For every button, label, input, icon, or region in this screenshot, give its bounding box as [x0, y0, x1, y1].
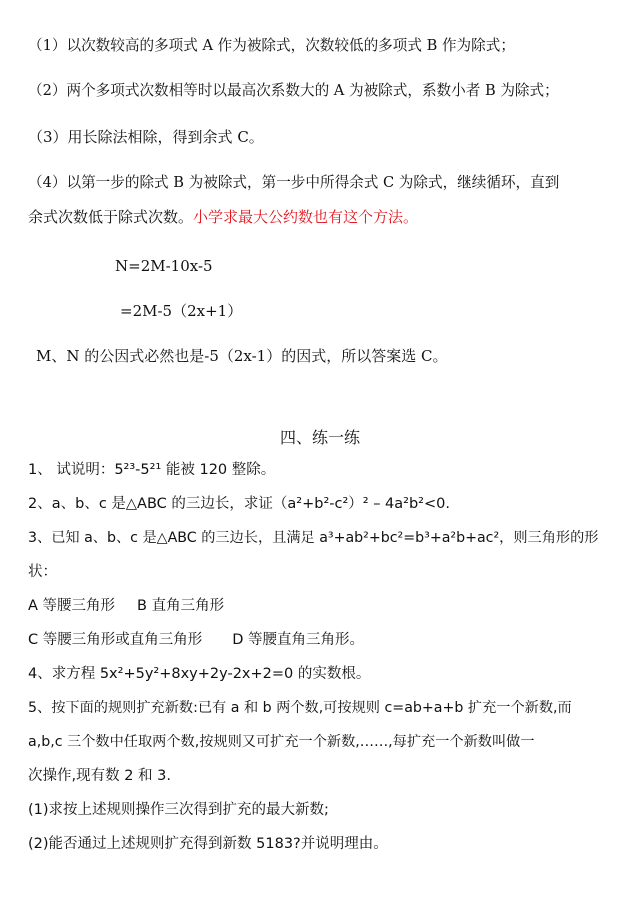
equation-1: N=2M-10x-5: [115, 257, 213, 275]
highlight-note: 小学求最大公约数也有这个方法。: [193, 208, 419, 226]
exercise-5-line-2: a,b,c 三个数中任取两个数,按规则又可扩充一个新数,……,每扩充一个新数叫做一: [28, 734, 535, 750]
option-a: A 等腰三角形: [28, 598, 116, 614]
exercise-2: 2、a、b、c 是△ABC 的三边长，求证（a²+b²-c²）² – 4a²b²<0.: [28, 496, 450, 512]
step-4-line-2: [28, 207, 418, 227]
step-4-line-1: （4）以第一步的除式 B 为被除式，第一步中所得余式 C 为除式，继续循环，直到: [28, 174, 560, 191]
exercise-4: 4、求方程 5x²+5y²+8xy+2y-2x+2=0 的实数根。: [28, 666, 371, 682]
section-title: 四、练一练: [279, 428, 360, 447]
exercise-5-line-1: 5、按下面的规则扩充新数:已有 a 和 b 两个数,可按规则 c=ab+a+b 扩充一个新数,而: [28, 700, 572, 716]
equation-2: =2M-5（2x+1）: [120, 302, 243, 320]
exercise-5-subquestion-2: (2)能否通过上述规则扩充得到新数 5183?并说明理由。: [28, 836, 388, 852]
step-1: （1）以次数较高的多项式 A 作为被除式，次数较低的多项式 B 作为除式；: [28, 37, 515, 54]
exercise-1: 1、 试说明：5²³-5²¹ 能被 120 整除。: [28, 462, 276, 478]
exercise-5-subquestion-1: (1)求按上述规则操作三次得到扩充的最大新数;: [28, 802, 329, 818]
exercise-3-line-2: 状：: [28, 564, 57, 580]
option-b: B 直角三角形: [137, 598, 225, 614]
step-3: （3）用长除法相除，得到余式 C。: [28, 128, 264, 146]
option-d: D 等腰直角三角形。: [232, 632, 365, 648]
exercise-3-options-row-2: [28, 630, 364, 650]
option-c: C 等腰三角形或直角三角形: [28, 632, 203, 648]
step-2: （2）两个多项式次数相等时以最高次系数大的 A 为被除式，系数小者 B 为除式；: [28, 82, 559, 99]
exercise-5-line-3: 次操作,现有数 2 和 3.: [28, 768, 171, 784]
conclusion: M、N 的公因式必然也是-5（2x-1）的因式，所以答案选 C。: [36, 347, 448, 365]
exercise-3-line-1: 3、已知 a、b、c 是△ABC 的三边长，且满足 a³+ab²+bc²=b³+a²b+ac²，则三角形的形: [28, 530, 599, 546]
step-4-text: 余式次数低于除式次数。: [28, 208, 194, 226]
exercise-3-options-row-1: [28, 596, 224, 616]
